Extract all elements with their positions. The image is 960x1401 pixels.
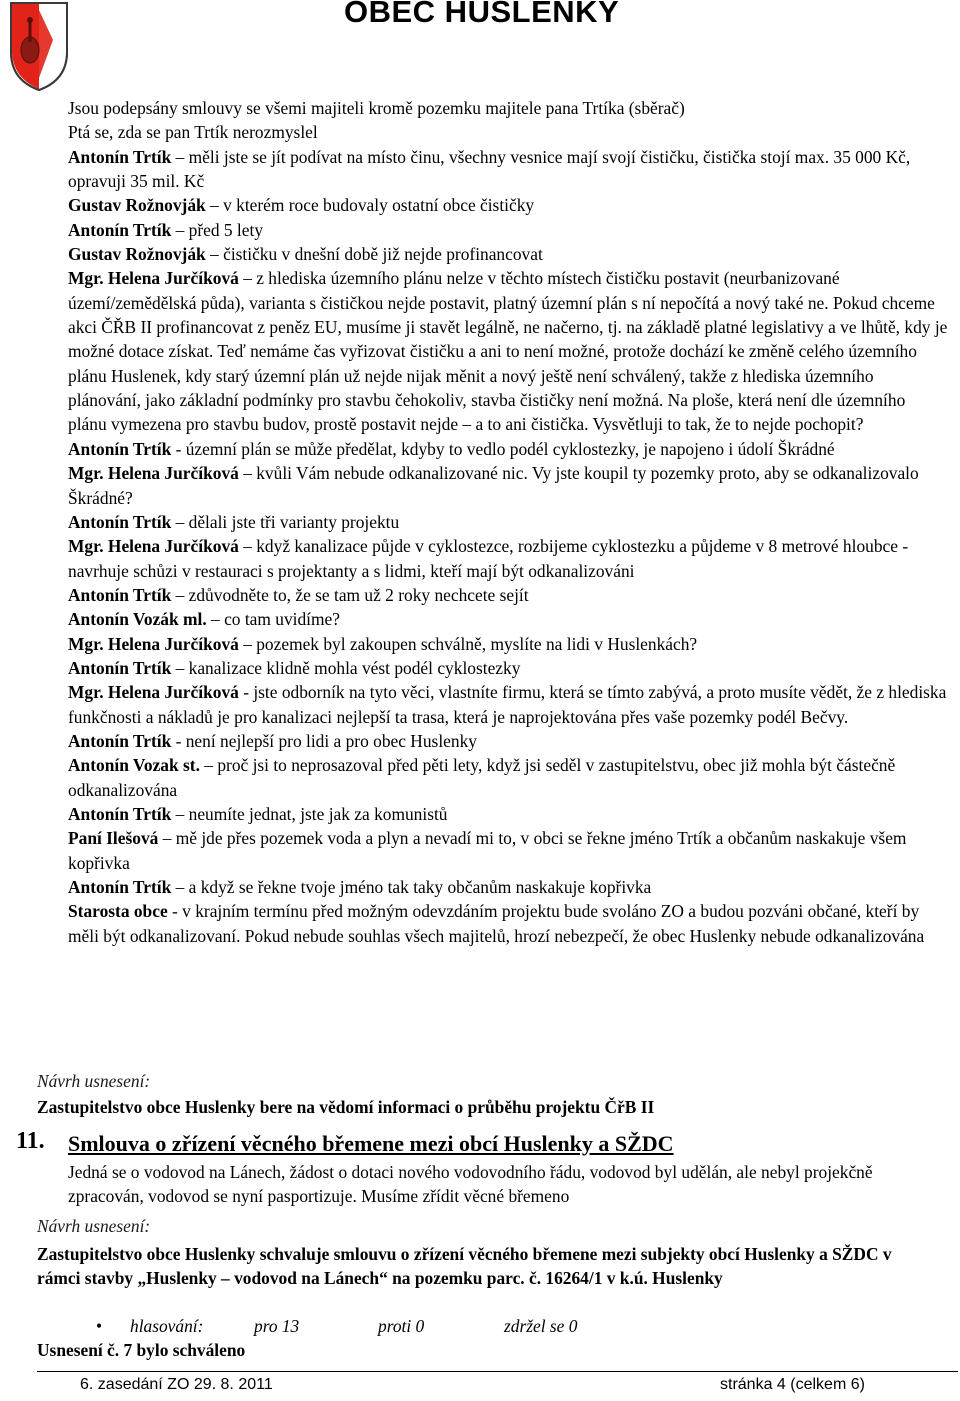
discussion-line xyxy=(68,875,948,899)
footer-divider xyxy=(37,1371,958,1372)
discussion-line xyxy=(68,120,948,144)
statement-text: – čističku v dnešní době již nejde profinancovat xyxy=(205,244,543,265)
discussion-line xyxy=(68,510,948,534)
discussion-line xyxy=(68,826,948,875)
statement-text: – před 5 lety xyxy=(171,219,264,240)
discussion-block xyxy=(68,96,948,948)
speaker-name: Antonín Trtík xyxy=(68,219,172,240)
speaker-name: Antonín Trtík xyxy=(68,877,172,897)
section-body: Jedná se o vodovod na Lánech, žádost o dotaci nového vodovodního řádu, vodovod byl udělán, ale nebyl projekčně zpracován, vodovod se nyní pasportizuje. Musíme zřídit věcné břemeno xyxy=(68,1162,873,1207)
discussion-line xyxy=(68,729,948,753)
discussion-line xyxy=(68,802,948,826)
resolution-proposal-label: Návrh usnesení: xyxy=(37,1071,151,1091)
discussion-line xyxy=(68,266,948,436)
resolution-text: Zastupitelstvo obce Huslenky bere na vědomí informaci o průběhu projektu ČřB II xyxy=(37,1097,655,1117)
resolution-text: Zastupitelstvo obce Huslenky schvaluje smlouvu o zřízení věcného břemene mezi subjekty obcí Huslenky a SŽDC v rámci stavby „Huslenky – vodovod na Lánech“ na pozemku parc. č. 16264/1 v k.ú. Huslenky xyxy=(37,1244,892,1289)
statement-text: – kvůli Vám nebude odkanalizované nic. Vy jste koupil ty pozemky proto, aby se odkanalizovalo Škrádné? xyxy=(68,463,919,508)
footer-meeting: 6. zasedání ZO 29. 8. 2011 xyxy=(80,1376,273,1393)
statement-text: – proč jsi to neprosazoval před pěti lety, když jsi seděl v zastupitelstvu, obec již mohla být částečně odkanalizována xyxy=(68,755,896,800)
speaker-name: Antonín Trtík xyxy=(68,803,172,824)
discussion-line xyxy=(68,753,948,802)
statement-text: – z hlediska územního plánu nelze v těchto místech čističku postavit (neurbanizované území/zemědělská půda), varianta s čističkou nejde postavit, platný územní plán s ní nepočítá a nový také ne. Pokud chceme akci ČŘB II profinancovat z peněz EU, musíme ji stavět legálně, ne načerno, tj. na základě platné legislativy a ve lhůtě, kdy je možné dotace získat. Teď nemáme čas vyřizovat čističku a ani to není možné, protože dochází ke změně celého územního plánu Huslenek, kdy starý územní plán už nejde nijak měnit a nový ještě není schválený, takže z hlediska územního plánování, jako základní podmínky pro stavbu čehokoliv, stavba čističky není možná. Na ploše, která není dle územního plánu vymezena pro stavbu budov, prostě postavit nejde – a to ani čistička. Vysvětluji to tak, že to nejde pochopit? xyxy=(68,268,948,435)
discussion-line xyxy=(68,632,948,656)
statement-text: – a když se řekne tvoje jméno tak taky občanům naskakuje kopřivka xyxy=(171,877,652,897)
discussion-line xyxy=(68,534,948,583)
speaker-name: Antonín Trtík xyxy=(68,730,172,751)
discussion-line xyxy=(68,583,948,607)
resolution-result: Usnesení č. 7 bylo schváleno xyxy=(37,1340,246,1360)
discussion-line xyxy=(68,437,948,461)
statement-text: - není nejlepší pro lidi a pro obec Huslenky xyxy=(171,730,477,751)
statement-text: – neumíte jednat, jste jak za komunistů xyxy=(171,803,448,824)
vote-proti: proti 0 xyxy=(378,1316,425,1336)
statement-text: – měli jste se jít podívat na místo činu, všechny vesnice mají svojí čističku, čistička stojí max. 35 000 Kč, opravuji 35 mil. Kč xyxy=(68,146,911,192)
speaker-name: Antonín Trtík xyxy=(68,146,172,167)
vote-abstain: zdržel se 0 xyxy=(504,1316,578,1336)
statement-text: – mě jde přes pozemek voda a plyn a nevadí mi to, v obci se řekne jméno Trtík a občanům naskakuje všem kopřivka xyxy=(68,828,907,873)
speaker-name: Antonín Trtík xyxy=(68,438,172,459)
speaker-name: Mgr. Helena Jurčíková xyxy=(68,463,239,484)
section-title: Smlouva o zřízení věcného břemene mezi obcí Huslenky a SŽDC xyxy=(68,1131,674,1156)
discussion-line xyxy=(68,218,948,242)
statement-text: – kanalizace klidně mohla vést podél cyklostezky xyxy=(171,657,521,678)
section-number: 11. xyxy=(16,1128,45,1154)
speaker-name: Mgr. Helena Jurčíková xyxy=(68,633,239,654)
discussion-line xyxy=(68,242,948,266)
discussion-line xyxy=(68,145,948,194)
speaker-name: Paní Ilešová xyxy=(68,828,159,849)
statement-text: Ptá se, zda se pan Trtík nerozmyslel xyxy=(68,122,318,143)
statement-text: - v krajním termínu před možným odevzdáním projektu bude svoláno ZO a budou pozváni občané, kteří by měli být odkanalizovaní. Pokud nebude souhlas všech majitelů, hrozí nebezpečí, že obec Huslenky nebude odkanalizována xyxy=(68,901,925,946)
speaker-name: Gustav Rožnovják xyxy=(68,195,206,216)
vote-label: hlasování: xyxy=(130,1316,204,1336)
speaker-name: Mgr. Helena Jurčíková xyxy=(68,268,239,289)
page-header-title: OBEC HUSLENKY xyxy=(344,0,620,29)
speaker-name: Antonín Trtík xyxy=(68,511,172,532)
discussion-line xyxy=(68,461,948,510)
speaker-name: Mgr. Helena Jurčíková xyxy=(68,536,239,557)
discussion-line xyxy=(68,193,948,217)
statement-text: – pozemek byl zakoupen schválně, myslíte na lidi v Huslenkách? xyxy=(238,633,698,654)
statement-text: – v kterém roce budovaly ostatní obce čističky xyxy=(205,195,535,216)
speaker-name: Antonín Trtík xyxy=(68,657,172,678)
statement-text: – zdůvodněte to, že se tam už 2 roky nechcete sejít xyxy=(171,584,529,605)
vote-pro: pro 13 xyxy=(254,1316,300,1336)
statement-text: – když kanalizace půjde v cyklostezce, rozbijeme cyklostezku a půjdeme v 8 metrové hloubce - navrhuje schůzi v restauraci s projektanty a s lidmi, kteří mají být odkanalizováni xyxy=(68,536,909,581)
discussion-line xyxy=(68,96,948,120)
discussion-line xyxy=(68,607,948,631)
municipal-coat-of-arms-icon xyxy=(8,0,70,92)
statement-text: – dělali jste tři varianty projektu xyxy=(171,511,400,532)
resolution-proposal-label: Návrh usnesení: xyxy=(37,1216,151,1236)
statement-text: – co tam uvidíme? xyxy=(206,609,340,630)
speaker-name: Antonín Trtík xyxy=(68,584,172,605)
discussion-line xyxy=(68,680,948,729)
bullet-icon: • xyxy=(96,1316,103,1336)
speaker-name: Starosta obce xyxy=(68,901,168,922)
statement-text: - územní plán se může předělat, kdyby to vedlo podél cyklostezky, je napojeno i údolí Škrádné xyxy=(171,438,835,459)
footer-page-number: stránka 4 (celkem 6) xyxy=(720,1376,865,1393)
speaker-name: Mgr. Helena Jurčíková xyxy=(68,682,239,703)
speaker-name: Gustav Rožnovják xyxy=(68,244,206,265)
speaker-name: Antonín Vozák ml. xyxy=(68,609,207,630)
discussion-line xyxy=(68,899,948,948)
statement-text: Jsou podepsány smlouvy se všemi majiteli kromě pozemku majitele pana Trtíka (sběrač) xyxy=(68,98,685,118)
statement-text: - jste odborník na tyto věci, vlastníte firmu, která se tímto zabývá, a proto musíte vědět, že z hlediska funkčnosti a nákladů je pro kanalizaci nejlepší ta trasa, která je naprojektována přes vaše pozemky podél Bečvy. xyxy=(68,682,947,727)
speaker-name: Antonín Vozak st. xyxy=(68,755,200,776)
discussion-line xyxy=(68,656,948,680)
